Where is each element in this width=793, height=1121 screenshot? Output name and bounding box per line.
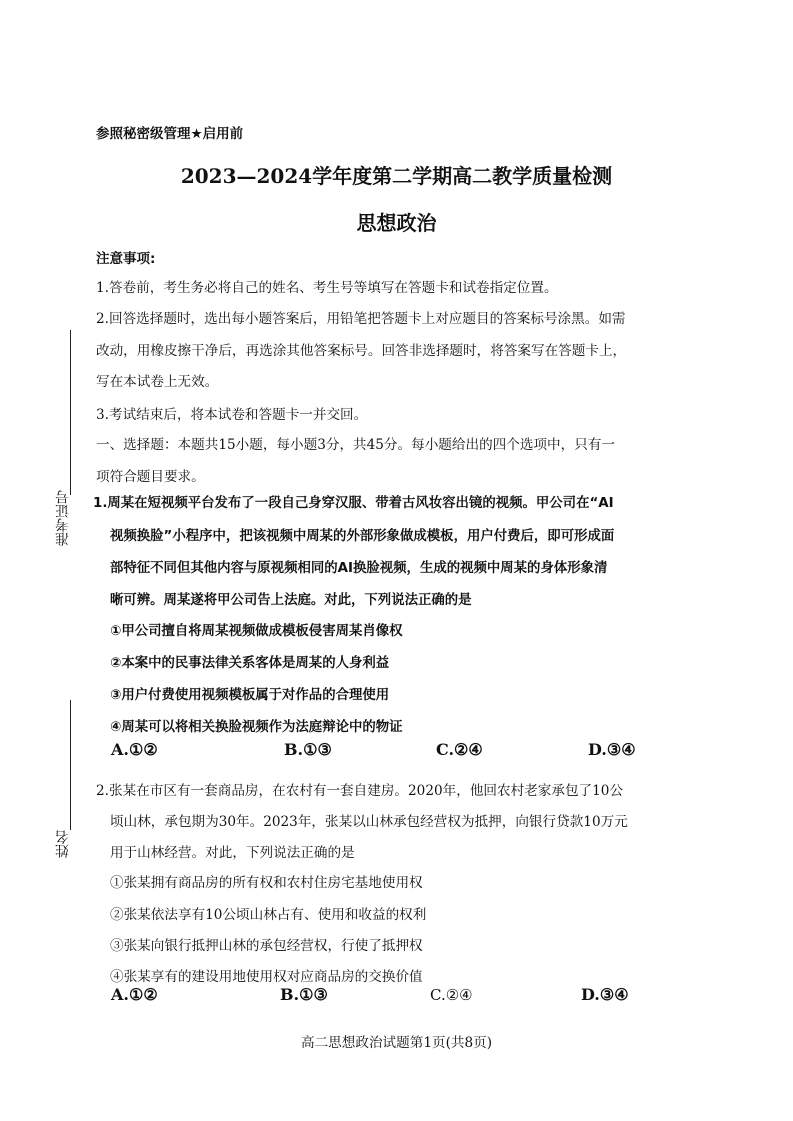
section-heading-cont: 项符合题目要求。 [96,469,205,485]
notice-item: 2.回答选择题时，选出每小题答案后，用铅笔把答题卡上对应题目的答案标号涂黑。如需 [96,311,626,327]
q2-option-d: D.③④ [581,985,629,1004]
q1-stem: 视频换脸”小程序中，把该视频中周某的外部形象做成模板，用户付费后，即可形成面 [110,529,615,544]
q1-option-a: A.①② [111,740,158,759]
q1-statement: ③用户付费使用视频模板属于对作品的合理使用 [110,688,390,703]
q2-option-a: A.①② [111,985,158,1004]
q1-option-c: C.②④ [436,740,483,759]
notice-item: 1.答卷前，考生务必将自己的姓名、考生号等填写在答题卡和试卷指定位置。 [96,280,558,296]
q1-stem: 1.周某在短视频平台发布了一段自己身穿汉服、带着古风妆容出镜的视频。甲公司在“AI [93,496,614,511]
name-label: 姓名 [55,830,71,858]
notice-item: 3.考试结束后，将本试卷和答题卡一并交回。 [96,407,368,423]
q2-stem: 用于山林经营。对此，下列说法正确的是 [110,845,355,861]
notice-heading: 注意事项: [96,251,156,267]
name-line [70,700,71,830]
q2-statement: ④张某享有的建设用地使用权对应商品房的交换价值 [110,969,423,985]
page-title: 2023—2024学年度第二学期高二教学质量检测 [180,164,613,188]
q1-option-b: B.①③ [284,740,332,759]
section-heading: 一、选择题：本题共15小题，每小题3分，共45分。每小题给出的四个选项中，只有一 [96,437,616,453]
q1-statement: ②本案中的民事法律关系客体是周某的人身利益 [110,656,390,671]
q2-statement: ③张某向银行抵押山林的承包经营权，行使了抵押权 [110,938,423,954]
q1-statement: ①甲公司擅自将周某视频做成模板侵害周某肖像权 [110,624,403,639]
q1-statement: ④周某可以将相关换脸视频作为法庭辩论中的物证 [110,720,403,735]
q1-stem: 部特征不同但其他内容与原视频相同的AI换脸视频，生成的视频中周某的身体形象清 [110,561,608,576]
notice-item: 改动，用橡皮擦干净后，再选涂其他答案标号。回答非选择题时，将答案写在答题卡上， [96,343,627,359]
q1-stem: 晰可辨。周某遂将甲公司告上法庭。对此，下列说法正确的是 [110,593,472,608]
q2-stem: 顷山林，承包期为30年。2023年，张某以山林承包经营权为抵押，向银行贷款10万元 [110,814,628,830]
exam-no-label: 准考证号 [55,490,71,546]
page-footer: 高二思想政治试题第1页(共8页) [300,1035,493,1051]
exam-no-line [70,330,71,495]
secret-label: 参照秘密级管理★启用前 [96,126,244,142]
q2-option-b: B.①③ [280,985,328,1004]
q2-statement: ①张某拥有商品房的所有权和农村住房宅基地使用权 [110,875,423,891]
q2-stem: 2.张某在市区有一套商品房，在农村有一套自建房。2020年，他回农村老家承包了10公 [96,783,624,799]
q1-option-d: D.③④ [588,740,636,759]
subject-title: 思想政治 [356,211,437,235]
notice-item: 写在本试卷上无效。 [96,374,219,390]
q2-statement: ②张某依法享有10公顷山林占有、使用和收益的权利 [110,907,427,923]
q2-option-c: C.②④ [430,986,473,1004]
